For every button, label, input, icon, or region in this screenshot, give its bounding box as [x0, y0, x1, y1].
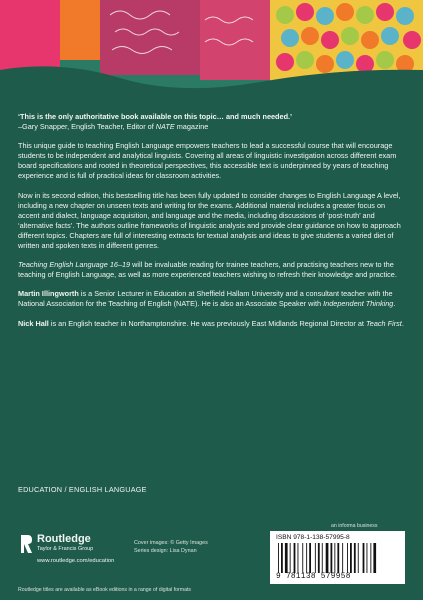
blurb-paragraph-1: This unique guide to teaching English Language empowers teachers to lead a successful course that will encourage students to be independent and analytical linguists. Covering all areas of linguistic investigation across different exam board specifications and rooted in theoretical perspectives, this accessible text is underpinned by years of teaching experience and is full of practical ideas for classroom activities. [18, 141, 397, 181]
author-2-end: . [401, 318, 404, 328]
isbn-text: ISBN 978-1-138-57995-8 [276, 534, 350, 541]
publisher-name: Routledge [37, 533, 91, 545]
author-2-name: Nick Hall [18, 318, 49, 328]
back-cover-text [18, 112, 406, 338]
ebook-footer-note: Routledge titles are available as eBook editions in a range of digital formats [18, 587, 192, 593]
author-1-end: . [393, 299, 396, 309]
author-2-text: is an English teacher in Northamptonshire. He was previously East Midlands Regional Director at [48, 318, 366, 328]
author-bio-1 [18, 289, 406, 309]
publisher-logo [18, 533, 128, 573]
quote-text: ‘This is the only authoritative book available on this topic… and much needed.’ [18, 112, 293, 121]
author-1-org: Independent Thinking [323, 299, 394, 309]
blurb-paragraph-3 [18, 260, 406, 280]
publisher-url[interactable]: www.routledge.com/education [37, 558, 115, 564]
barcode-icon [276, 543, 399, 573]
barcode-panel [270, 531, 405, 584]
cover-banner-image [0, 0, 423, 98]
blurb-paragraph-2: Now in its second edition, this bestselling title has been fully updated to consider changes to English Language A level, including a new chapter on unseen texts and writing for the exams. Additional material includes a greater focus on accent and dialect, language acquisition, and language and the media, including discussions of ‘post-truth’ and ‘alternative facts’. The authors outline frameworks of linguistic analysis and provide clear guidance on how to approach different topics. Chapters are full of interesting extracts for textual analysis and ideas to give students a varied diet of written and spoken texts in different genres. [18, 190, 401, 251]
author-1-text: is a Senior Lecturer in Education at Sheffield Hallam University and a consultant teacher with the National Association for the Teaching of English (NATE). He is also an Associate Speaker with [18, 289, 393, 309]
quote-attribution-prefix: –Gary Snapper, English Teacher, Editor of [18, 122, 156, 132]
subject-category: EDUCATION / ENGLISH LANGUAGE [18, 485, 147, 494]
cover-credits [134, 540, 208, 555]
quote-magazine: NATE [155, 122, 175, 132]
book-title-reference: Teaching English Language 16–19 [18, 260, 131, 270]
routledge-logo-icon [18, 533, 34, 555]
endorsement-quote [18, 112, 406, 132]
author-1-name: Martin Illingworth [18, 289, 79, 299]
informa-business-tag: an informa business [331, 523, 378, 529]
publisher-group: Taylor & Francis Group [37, 546, 94, 552]
barcode-number: 9 781138 579958 [276, 573, 351, 581]
quote-attribution-suffix: magazine [174, 122, 209, 132]
author-bio-2 [18, 319, 406, 329]
blurb-paragraph-3-rest: will be invaluable reading for trainee teachers, and practising teachers new to the teaching of English Language, as well as more experienced teachers wishing to refresh their knowledge and practice. [18, 260, 397, 280]
author-2-org: Teach First [366, 318, 402, 328]
series-design-credit: Series design: Lisa Dynan [134, 547, 197, 554]
cover-images-credit: Cover images: © Getty Images [134, 540, 208, 546]
